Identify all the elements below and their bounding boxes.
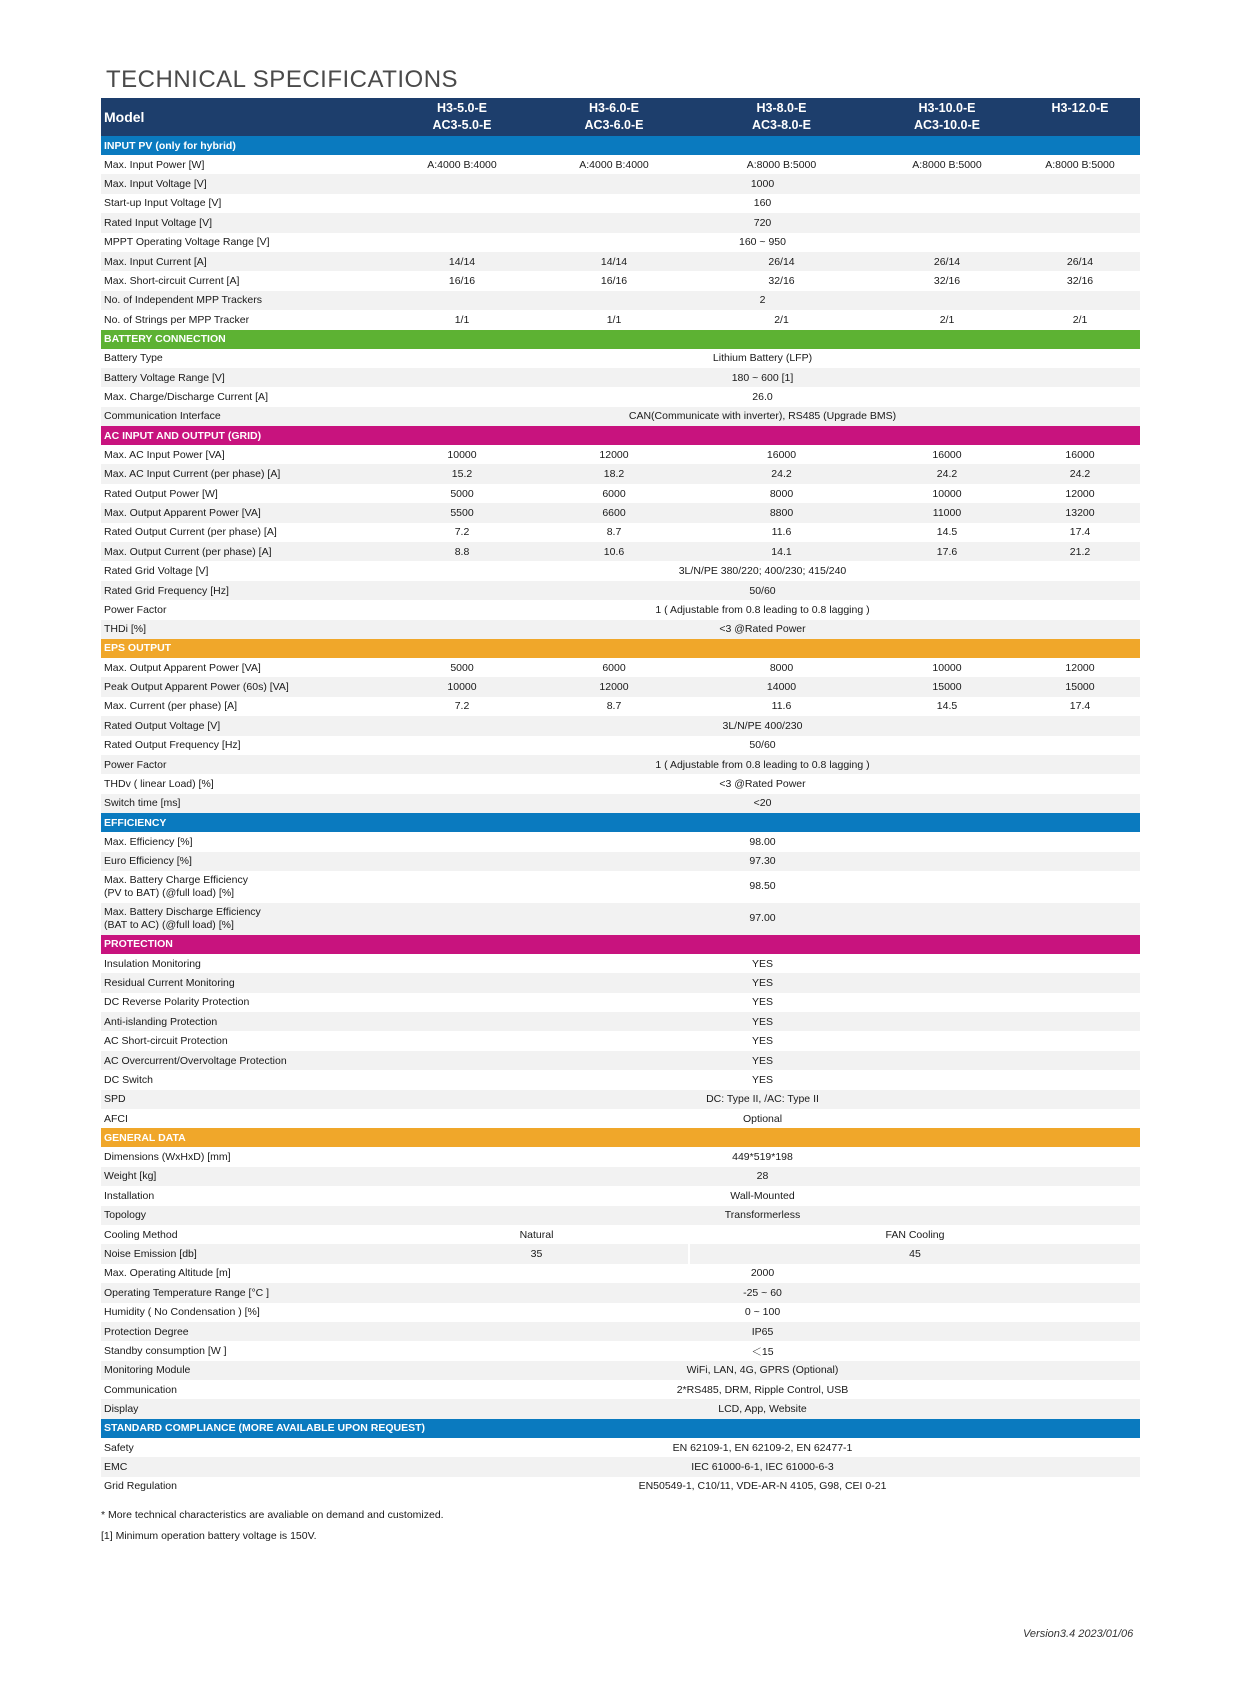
- spec-label: Battery Type: [104, 352, 163, 365]
- spec-label: Rated Output Power [W]: [104, 487, 218, 500]
- spec-value: LCD, App, Website: [385, 1399, 1140, 1418]
- spec-label: SPD: [101, 1090, 385, 1109]
- spec-row: [101, 852, 1140, 871]
- spec-label: Rated Output Frequency [Hz]: [104, 739, 241, 752]
- spec-label: Display: [101, 1399, 385, 1418]
- spec-row: [101, 736, 1140, 755]
- spec-value: 2/1: [774, 313, 789, 326]
- spec-label: THDi [%]: [101, 620, 385, 639]
- spec-label: Protection Degree: [101, 1322, 385, 1341]
- spec-value: 11.6: [771, 700, 792, 713]
- spec-value: 12000: [539, 677, 689, 696]
- spec-value: 2/1: [939, 313, 955, 326]
- spec-label: Rated Grid Frequency [Hz]: [101, 581, 385, 600]
- spec-row: [101, 697, 1140, 716]
- spec-row: [101, 620, 1140, 639]
- spec-row: [101, 1206, 1140, 1225]
- spec-label: DC Reverse Polarity Protection: [104, 996, 250, 1009]
- spec-row: [101, 1244, 1140, 1263]
- spec-row: [101, 1303, 1140, 1322]
- spec-label: Monitoring Module: [101, 1361, 385, 1380]
- spec-value: 10000: [385, 677, 539, 696]
- spec-row: [101, 1090, 1140, 1109]
- spec-value: FAN Cooling: [885, 1228, 945, 1241]
- spec-row: [101, 1264, 1140, 1283]
- section-header-row: [101, 1419, 1140, 1438]
- spec-value: 160 ~ 950: [738, 236, 786, 249]
- spec-label: Max. Short-circuit Current [A]: [104, 275, 240, 288]
- spec-row: [101, 1361, 1140, 1380]
- spec-value: 16000: [1065, 448, 1095, 461]
- spec-value: 32/16: [933, 275, 961, 288]
- spec-row: [101, 1031, 1140, 1050]
- spec-row: [101, 774, 1140, 793]
- spec-label: Rated Output Current (per phase) [A]: [104, 526, 277, 539]
- spec-value: 98.50: [749, 880, 776, 893]
- spec-label: Cooling Method: [104, 1228, 178, 1241]
- spec-value: 11.6: [771, 526, 792, 539]
- spec-value: 1000: [385, 174, 1140, 193]
- spec-value: 10000: [932, 661, 962, 674]
- spec-row: [101, 1109, 1140, 1128]
- spec-row: [101, 832, 1140, 851]
- spec-row: [101, 310, 1140, 329]
- spec-row: [101, 1457, 1140, 1476]
- spec-value: 28: [385, 1167, 1140, 1186]
- spec-row: [101, 677, 1140, 696]
- version-label: Version3.4 2023/01/06: [1023, 1628, 1134, 1640]
- spec-label: Max. Output Current (per phase) [A]: [101, 542, 385, 561]
- spec-value: EN 62109-1, EN 62109-2, EN 62477-1: [672, 1441, 853, 1454]
- spec-row: [101, 1341, 1140, 1360]
- spec-value: YES: [751, 957, 773, 970]
- spec-value: A:8000 B:5000: [1045, 158, 1115, 171]
- spec-value: ＜15: [751, 1345, 774, 1358]
- spec-row: [101, 387, 1140, 406]
- spec-label: Humidity ( No Condensation ) [%]: [104, 1306, 260, 1319]
- spec-value: Transformerless: [385, 1206, 1140, 1225]
- spec-row: [101, 871, 1140, 903]
- spec-value: 160: [753, 197, 772, 210]
- spec-value: 1 ( Adjustable from 0.8 leading to 0.8 lagging ): [655, 603, 870, 616]
- spec-value: 1/1: [606, 313, 622, 326]
- spec-row: [101, 503, 1140, 522]
- spec-value: DC: Type II, /AC: Type II: [385, 1090, 1140, 1109]
- spec-value: 2*RS485, DRM, Ripple Control, USB: [676, 1383, 849, 1396]
- spec-value: 14/14: [385, 252, 539, 271]
- spec-value: <3 @Rated Power: [385, 620, 1140, 639]
- spec-label: Rated Grid Voltage [V]: [104, 565, 209, 578]
- spec-label: AFCI: [104, 1112, 128, 1125]
- spec-value: 10000: [447, 448, 477, 461]
- spec-value: 8000: [769, 487, 794, 500]
- spec-row: [101, 213, 1140, 232]
- spec-label: Max. Efficiency [%]: [104, 835, 193, 848]
- spec-label: Euro Efficiency [%]: [101, 852, 385, 871]
- spec-label: Battery Voltage Range [V]: [101, 368, 385, 387]
- spec-value: A:8000 B:5000: [746, 158, 817, 171]
- spec-value: 97.30: [385, 852, 1140, 871]
- spec-label: No. of Strings per MPP Tracker: [104, 313, 250, 326]
- spec-label: Max. Battery Discharge Efficiency (BAT to AC) (@full load) [%]: [101, 903, 385, 935]
- spec-row: [101, 1225, 1140, 1244]
- section-title: AC INPUT AND OUTPUT (GRID): [101, 426, 1140, 445]
- spec-value: 26.0: [752, 390, 773, 403]
- spec-value: 14.1: [689, 542, 874, 561]
- spec-label: Max. AC Input Current (per phase) [A]: [101, 464, 385, 483]
- spec-value: 26/14: [1020, 252, 1140, 271]
- section-header-row: [101, 136, 1140, 155]
- spec-label: Rated Input Voltage [V]: [101, 213, 385, 232]
- spec-label: Communication Interface: [101, 407, 385, 426]
- spec-label: Operating Temperature Range [°C ]: [101, 1283, 385, 1302]
- spec-row: [101, 252, 1140, 271]
- spec-label: Grid Regulation: [104, 1480, 177, 1493]
- spec-value: 16/16: [600, 275, 628, 288]
- spec-value: 720: [385, 213, 1140, 232]
- spec-value: 12000: [599, 448, 629, 461]
- spec-value: 50/60: [749, 739, 776, 752]
- spec-row: [101, 954, 1140, 973]
- spec-row: [101, 716, 1140, 735]
- spec-label: Max. Output Apparent Power [VA]: [101, 503, 385, 522]
- spec-label: Max. Operating Altitude [m]: [104, 1267, 231, 1280]
- section-header-row: [101, 426, 1140, 445]
- footnote: * More technical characteristics are avaliable on demand and customized.: [101, 1509, 444, 1521]
- section-title: GENERAL DATA: [101, 1128, 1140, 1147]
- spec-row: [101, 581, 1140, 600]
- spec-value: 16/16: [448, 275, 476, 288]
- spec-value: 14.5: [936, 700, 958, 713]
- spec-row: [101, 658, 1140, 677]
- spec-value: Lithium Battery (LFP): [712, 352, 813, 365]
- spec-row: [101, 973, 1140, 992]
- spec-value: A:4000 B:4000: [579, 158, 649, 171]
- spec-row: [101, 484, 1140, 503]
- spec-row: [101, 542, 1140, 561]
- spec-value: 17.6: [874, 542, 1020, 561]
- spec-label: Start-up Input Voltage [V]: [104, 197, 222, 210]
- spec-value: 6600: [539, 503, 689, 522]
- spec-value: 180 ~ 600 [1]: [385, 368, 1140, 387]
- spec-value: 24.2: [689, 464, 874, 483]
- spec-label: Communication: [104, 1383, 177, 1396]
- spec-value: 2: [385, 291, 1140, 310]
- spec-value: 0 ~ 100: [744, 1306, 781, 1319]
- spec-label: Switch time [ms]: [101, 794, 385, 813]
- spec-row: [101, 291, 1140, 310]
- spec-label: Noise Emission [db]: [101, 1244, 385, 1263]
- model-column-header: H3-8.0-E AC3-8.0-E: [689, 98, 874, 136]
- spec-value: <20: [385, 794, 1140, 813]
- spec-value: 14.5: [936, 526, 958, 539]
- spec-row: [101, 1380, 1140, 1399]
- spec-value: Optional: [742, 1112, 783, 1125]
- section-title: EPS OUTPUT: [101, 639, 1140, 658]
- spec-row: [101, 794, 1140, 813]
- section-title: STANDARD COMPLIANCE (MORE AVAILABLE UPON REQUEST): [101, 1419, 1140, 1438]
- spec-value: <3 @Rated Power: [719, 778, 806, 791]
- spec-label: Installation: [104, 1189, 155, 1202]
- spec-table: [101, 98, 1140, 1496]
- spec-value: 11000: [874, 503, 1020, 522]
- spec-label: AC Short-circuit Protection: [104, 1035, 228, 1048]
- spec-value: 14/14: [539, 252, 689, 271]
- spec-row: [101, 561, 1140, 580]
- spec-value: 12000: [1065, 487, 1095, 500]
- spec-value: EN50549-1, C10/11, VDE-AR-N 4105, G98, CEI 0-21: [638, 1480, 887, 1493]
- spec-value: 10000: [932, 487, 962, 500]
- spec-value: 32/16: [768, 275, 795, 288]
- spec-label: Max. Input Current [A]: [101, 252, 385, 271]
- spec-value: 35: [385, 1244, 689, 1263]
- spec-value: YES: [385, 1012, 1140, 1031]
- spec-value: 15.2: [385, 464, 539, 483]
- spec-row: [101, 174, 1140, 193]
- spec-label: Rated Output Voltage [V]: [101, 716, 385, 735]
- spec-value: WiFi, LAN, 4G, GPRS (Optional): [385, 1361, 1140, 1380]
- spec-value: 3L/N/PE 400/230: [385, 716, 1140, 735]
- spec-label: Power Factor: [101, 755, 385, 774]
- spec-row: [101, 523, 1140, 542]
- spec-label: Insulation Monitoring: [104, 957, 201, 970]
- spec-value: 24.2: [1020, 464, 1140, 483]
- section-header-row: [101, 813, 1140, 832]
- spec-row: [101, 407, 1140, 426]
- spec-row: [101, 1070, 1140, 1089]
- spec-label: Safety: [104, 1441, 134, 1454]
- spec-value: 13200: [1020, 503, 1140, 522]
- section-title: PROTECTION: [101, 935, 1140, 954]
- spec-row: [101, 1167, 1140, 1186]
- spec-label: THDv ( linear Load) [%]: [104, 778, 214, 791]
- spec-value: YES: [751, 1073, 773, 1086]
- spec-row: [101, 1477, 1140, 1496]
- spec-row: [101, 368, 1140, 387]
- spec-value: 26/14: [874, 252, 1020, 271]
- spec-value: 2000: [750, 1267, 775, 1280]
- spec-label: Max. Input Voltage [V]: [101, 174, 385, 193]
- spec-value: YES: [751, 996, 773, 1009]
- spec-value: 32/16: [1066, 275, 1094, 288]
- spec-row: [101, 755, 1140, 774]
- spec-value: 2/1: [1072, 313, 1088, 326]
- spec-value: 15000: [1020, 677, 1140, 696]
- spec-label: No. of Independent MPP Trackers: [101, 291, 385, 310]
- section-header-row: [101, 935, 1140, 954]
- spec-value: 5500: [385, 503, 539, 522]
- spec-value: 7.2: [454, 526, 470, 539]
- spec-value: 98.00: [749, 835, 776, 848]
- section-header-row: [101, 330, 1140, 349]
- spec-value: 8.7: [606, 526, 622, 539]
- spec-label: MPPT Operating Voltage Range [V]: [104, 236, 270, 249]
- spec-value: A:4000 B:4000: [427, 158, 497, 171]
- spec-value: 6000: [602, 661, 626, 674]
- spec-value: 15000: [874, 677, 1020, 696]
- spec-value: 26/14: [689, 252, 874, 271]
- spec-row: [101, 600, 1140, 619]
- section-title: EFFICIENCY: [101, 813, 1140, 832]
- spec-label: Peak Output Apparent Power (60s) [VA]: [101, 677, 385, 696]
- spec-value: 5000: [450, 661, 474, 674]
- model-column-header: H3-10.0-E AC3-10.0-E: [874, 98, 1020, 136]
- spec-value: 16000: [932, 448, 962, 461]
- spec-label: DC Switch: [104, 1073, 154, 1086]
- spec-value: IEC 61000-6-1, IEC 61000-6-3: [385, 1457, 1140, 1476]
- spec-label: Max. AC Input Power [VA]: [104, 448, 225, 461]
- spec-label: Anti-islanding Protection: [101, 1012, 385, 1031]
- model-column-header: H3-6.0-E AC3-6.0-E: [539, 98, 689, 136]
- spec-row: [101, 271, 1140, 290]
- spec-value: 24.2: [874, 464, 1020, 483]
- spec-value: YES: [385, 1051, 1140, 1070]
- spec-label: Residual Current Monitoring: [101, 973, 385, 992]
- spec-row: [101, 233, 1140, 252]
- spec-value: 1 ( Adjustable from 0.8 leading to 0.8 lagging ): [385, 755, 1140, 774]
- spec-value: 6000: [602, 487, 626, 500]
- spec-value: Natural: [385, 1225, 689, 1244]
- spec-value: -25 ~ 60: [385, 1283, 1140, 1302]
- spec-value: 21.2: [1020, 542, 1140, 561]
- spec-label: Dimensions (WxHxD) [mm]: [104, 1151, 231, 1164]
- spec-value: 50/60: [385, 581, 1140, 600]
- model-column-header: H3-5.0-E AC3-5.0-E: [385, 98, 539, 136]
- section-header-row: [101, 639, 1140, 658]
- spec-row: [101, 1399, 1140, 1418]
- spec-value: 8000: [769, 661, 794, 674]
- footnote: [1] Minimum operation battery voltage is 150V.: [101, 1530, 317, 1542]
- spec-row: [101, 194, 1140, 213]
- spec-value: 5000: [450, 487, 474, 500]
- spec-row: [101, 1147, 1140, 1166]
- spec-value: 17.4: [1069, 700, 1091, 713]
- spec-row: [101, 993, 1140, 1012]
- spec-row: [101, 1051, 1140, 1070]
- spec-row: [101, 155, 1140, 174]
- spec-row: [101, 349, 1140, 368]
- spec-value: 1/1: [454, 313, 470, 326]
- spec-row: [101, 1438, 1140, 1457]
- spec-label: Max. Charge/Discharge Current [A]: [104, 390, 268, 403]
- spec-value: 45: [689, 1244, 1140, 1263]
- spec-label: Topology: [101, 1206, 385, 1225]
- spec-value: 12000: [1065, 661, 1095, 674]
- spec-value: IP65: [385, 1322, 1140, 1341]
- spec-value: 8.8: [385, 542, 539, 561]
- spec-value: CAN(Communicate with inverter), RS485 (Upgrade BMS): [385, 407, 1140, 426]
- spec-value: YES: [751, 1035, 773, 1048]
- spec-value: 18.2: [539, 464, 689, 483]
- spec-label: EMC: [101, 1457, 385, 1476]
- spec-label: Max. Output Apparent Power [VA]: [104, 661, 261, 674]
- spec-label: AC Overcurrent/Overvoltage Protection: [101, 1051, 385, 1070]
- section-title: BATTERY CONNECTION: [101, 330, 1140, 349]
- spec-label: Standby consumption [W ]: [104, 1345, 227, 1357]
- model-header-row: [101, 98, 1140, 136]
- spec-value: 7.2: [454, 700, 470, 713]
- section-header-row: [101, 1128, 1140, 1147]
- spec-value: 449*519*198: [732, 1151, 793, 1164]
- page-title: TECHNICAL SPECIFICATIONS: [106, 66, 459, 93]
- spec-label: Power Factor: [104, 603, 167, 616]
- spec-value: Wall-Mounted: [730, 1189, 795, 1202]
- spec-label: Max. Input Power [W]: [104, 158, 205, 171]
- spec-row: [101, 1012, 1140, 1031]
- spec-label: Max. Battery Charge Efficiency (PV to BAT) (@full load) [%]: [104, 873, 248, 899]
- spec-value: 14000: [689, 677, 874, 696]
- spec-row: [101, 903, 1140, 935]
- spec-value: 17.4: [1069, 526, 1091, 539]
- spec-row: [101, 1186, 1140, 1205]
- spec-row: [101, 1283, 1140, 1302]
- spec-row: [101, 1322, 1140, 1341]
- spec-row: [101, 464, 1140, 483]
- spec-value: 8800: [689, 503, 874, 522]
- spec-row: [101, 445, 1140, 464]
- spec-value: 97.00: [385, 903, 1140, 935]
- spec-value: A:8000 B:5000: [912, 158, 982, 171]
- model-label: Model: [101, 98, 385, 136]
- spec-value: 8.7: [606, 700, 622, 713]
- model-column-header: H3-12.0-E: [1020, 98, 1140, 136]
- spec-value: 10.6: [539, 542, 689, 561]
- spec-value: 16000: [766, 448, 797, 461]
- spec-value: YES: [385, 973, 1140, 992]
- spec-value: 3L/N/PE 380/220; 400/230; 415/240: [678, 565, 847, 578]
- spec-label: Weight [kg]: [101, 1167, 385, 1186]
- spec-label: Max. Current (per phase) [A]: [104, 700, 238, 713]
- section-title: INPUT PV (only for hybrid): [101, 136, 1140, 155]
